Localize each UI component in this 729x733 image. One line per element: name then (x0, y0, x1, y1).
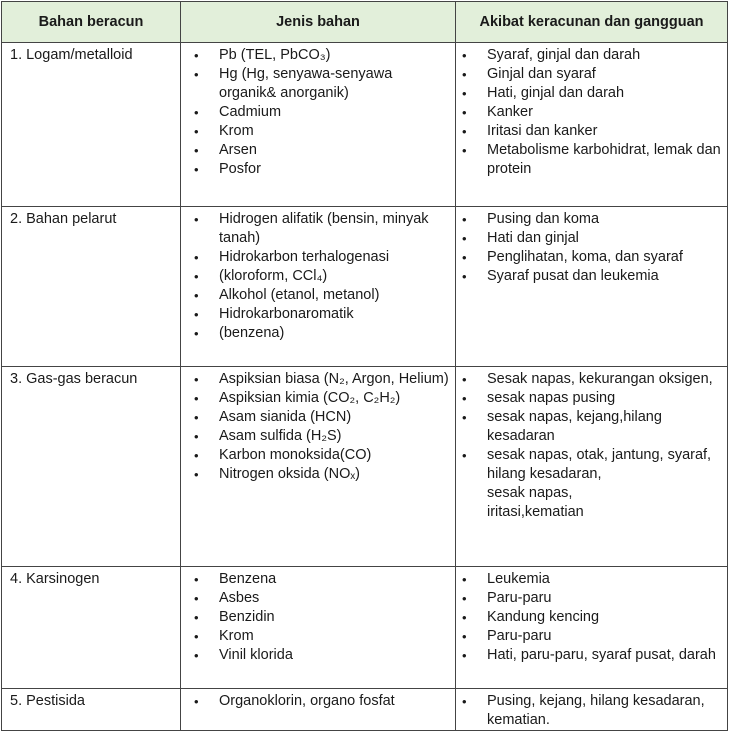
list-item: • Syaraf pusat dan leukemia (460, 267, 723, 286)
list-item: • Arsen (185, 141, 451, 160)
list-item: • sesak napas, otak, jantung, syaraf, hilang kesadaran, (460, 446, 723, 484)
header-material-type: Jenis bahan (181, 2, 456, 43)
materials-cell (181, 367, 456, 567)
list-item: • Hg (Hg, senyawa-senyawa organik& anorganik) (185, 65, 451, 103)
materials-cell (181, 689, 456, 731)
effects-cell (456, 43, 728, 207)
list-item: • Sesak napas, kekurangan oksigen, (460, 370, 723, 389)
effects-cell (456, 367, 728, 567)
list-item: • Metabolisme karbohidrat, lemak dan protein (460, 141, 723, 179)
list-item: • Iritasi dan kanker (460, 122, 723, 141)
table-row (2, 689, 728, 731)
list-item: • Hati, ginjal dan darah (460, 84, 723, 103)
table-row (2, 43, 728, 207)
list-item: • Hati, paru-paru, syaraf pusat, darah (460, 646, 723, 665)
list-item: • Benzidin (185, 608, 451, 627)
effects-cell (456, 689, 728, 731)
table-row (2, 207, 728, 367)
table-row (2, 367, 728, 567)
materials-cell (181, 567, 456, 689)
list-item: • Kanker (460, 103, 723, 122)
materials-cell (181, 43, 456, 207)
list-item: • Hidrokarbonaromatik (185, 305, 451, 324)
category-cell: 1. Logam/metalloid (2, 43, 181, 207)
list-item: • Ginjal dan syaraf (460, 65, 723, 84)
list-item: • Krom (185, 627, 451, 646)
list-item: • Nitrogen oksida (NOₓ) (185, 465, 451, 484)
category-cell: 3. Gas-gas beracun (2, 367, 181, 567)
list-item: • Cadmium (185, 103, 451, 122)
list-item: • Pusing, kejang, hilang kesadaran, kematian. (460, 692, 723, 730)
list-item: • Karbon monoksida(CO) (185, 446, 451, 465)
list-item: • Benzena (185, 570, 451, 589)
effects-cell (456, 207, 728, 367)
category-cell: 5. Pestisida (2, 689, 181, 731)
list-item: • Asbes (185, 589, 451, 608)
effect-continuation: sesak napas, (487, 485, 573, 501)
table-row (2, 567, 728, 689)
header-effects: Akibat keracunan dan gangguan (456, 2, 728, 43)
list-item: • Asam sianida (HCN) (185, 408, 451, 427)
list-item: • Organoklorin, organo fosfat (185, 692, 451, 711)
list-item: • Vinil klorida (185, 646, 451, 665)
list-item: • Penglihatan, koma, dan syaraf (460, 248, 723, 267)
list-item: • Hidrogen alifatik (bensin, minyak tanah) (185, 210, 451, 248)
category-cell: 2. Bahan pelarut (2, 207, 181, 367)
list-item: • (benzena) (185, 324, 451, 343)
list-item: • sesak napas pusing (460, 389, 723, 408)
list-item: • sesak napas, kejang,hilang kesadaran (460, 408, 723, 446)
list-item: • Paru-paru (460, 627, 723, 646)
header-toxic-substance: Bahan beracun (2, 2, 181, 43)
list-item: • Syaraf, ginjal dan darah (460, 46, 723, 65)
list-item: • Hidrokarbon terhalogenasi (185, 248, 451, 267)
header-row (2, 2, 728, 43)
list-item: • (kloroform, CCl₄) (185, 267, 451, 286)
category-cell: 4. Karsinogen (2, 567, 181, 689)
list-item: • Aspiksian kimia (CO₂, C₂H₂) (185, 389, 451, 408)
effects-cell (456, 567, 728, 689)
effect-continuation: iritasi,kematian (487, 504, 584, 520)
list-item: • Asam sulfida (H₂S) (185, 427, 451, 446)
list-item: • Pb (TEL, PbCO₃) (185, 46, 451, 65)
list-item: • Posfor (185, 160, 451, 179)
list-item: • Alkohol (etanol, metanol) (185, 286, 451, 305)
materials-cell (181, 207, 456, 367)
list-item: • Kandung kencing (460, 608, 723, 627)
list-item: • Krom (185, 122, 451, 141)
list-item: • Pusing dan koma (460, 210, 723, 229)
toxic-substances-table (1, 1, 728, 731)
list-item: • Hati dan ginjal (460, 229, 723, 248)
list-item: • Leukemia (460, 570, 723, 589)
list-item: • Aspiksian biasa (N₂, Argon, Helium) (185, 370, 451, 389)
list-item: • Paru-paru (460, 589, 723, 608)
